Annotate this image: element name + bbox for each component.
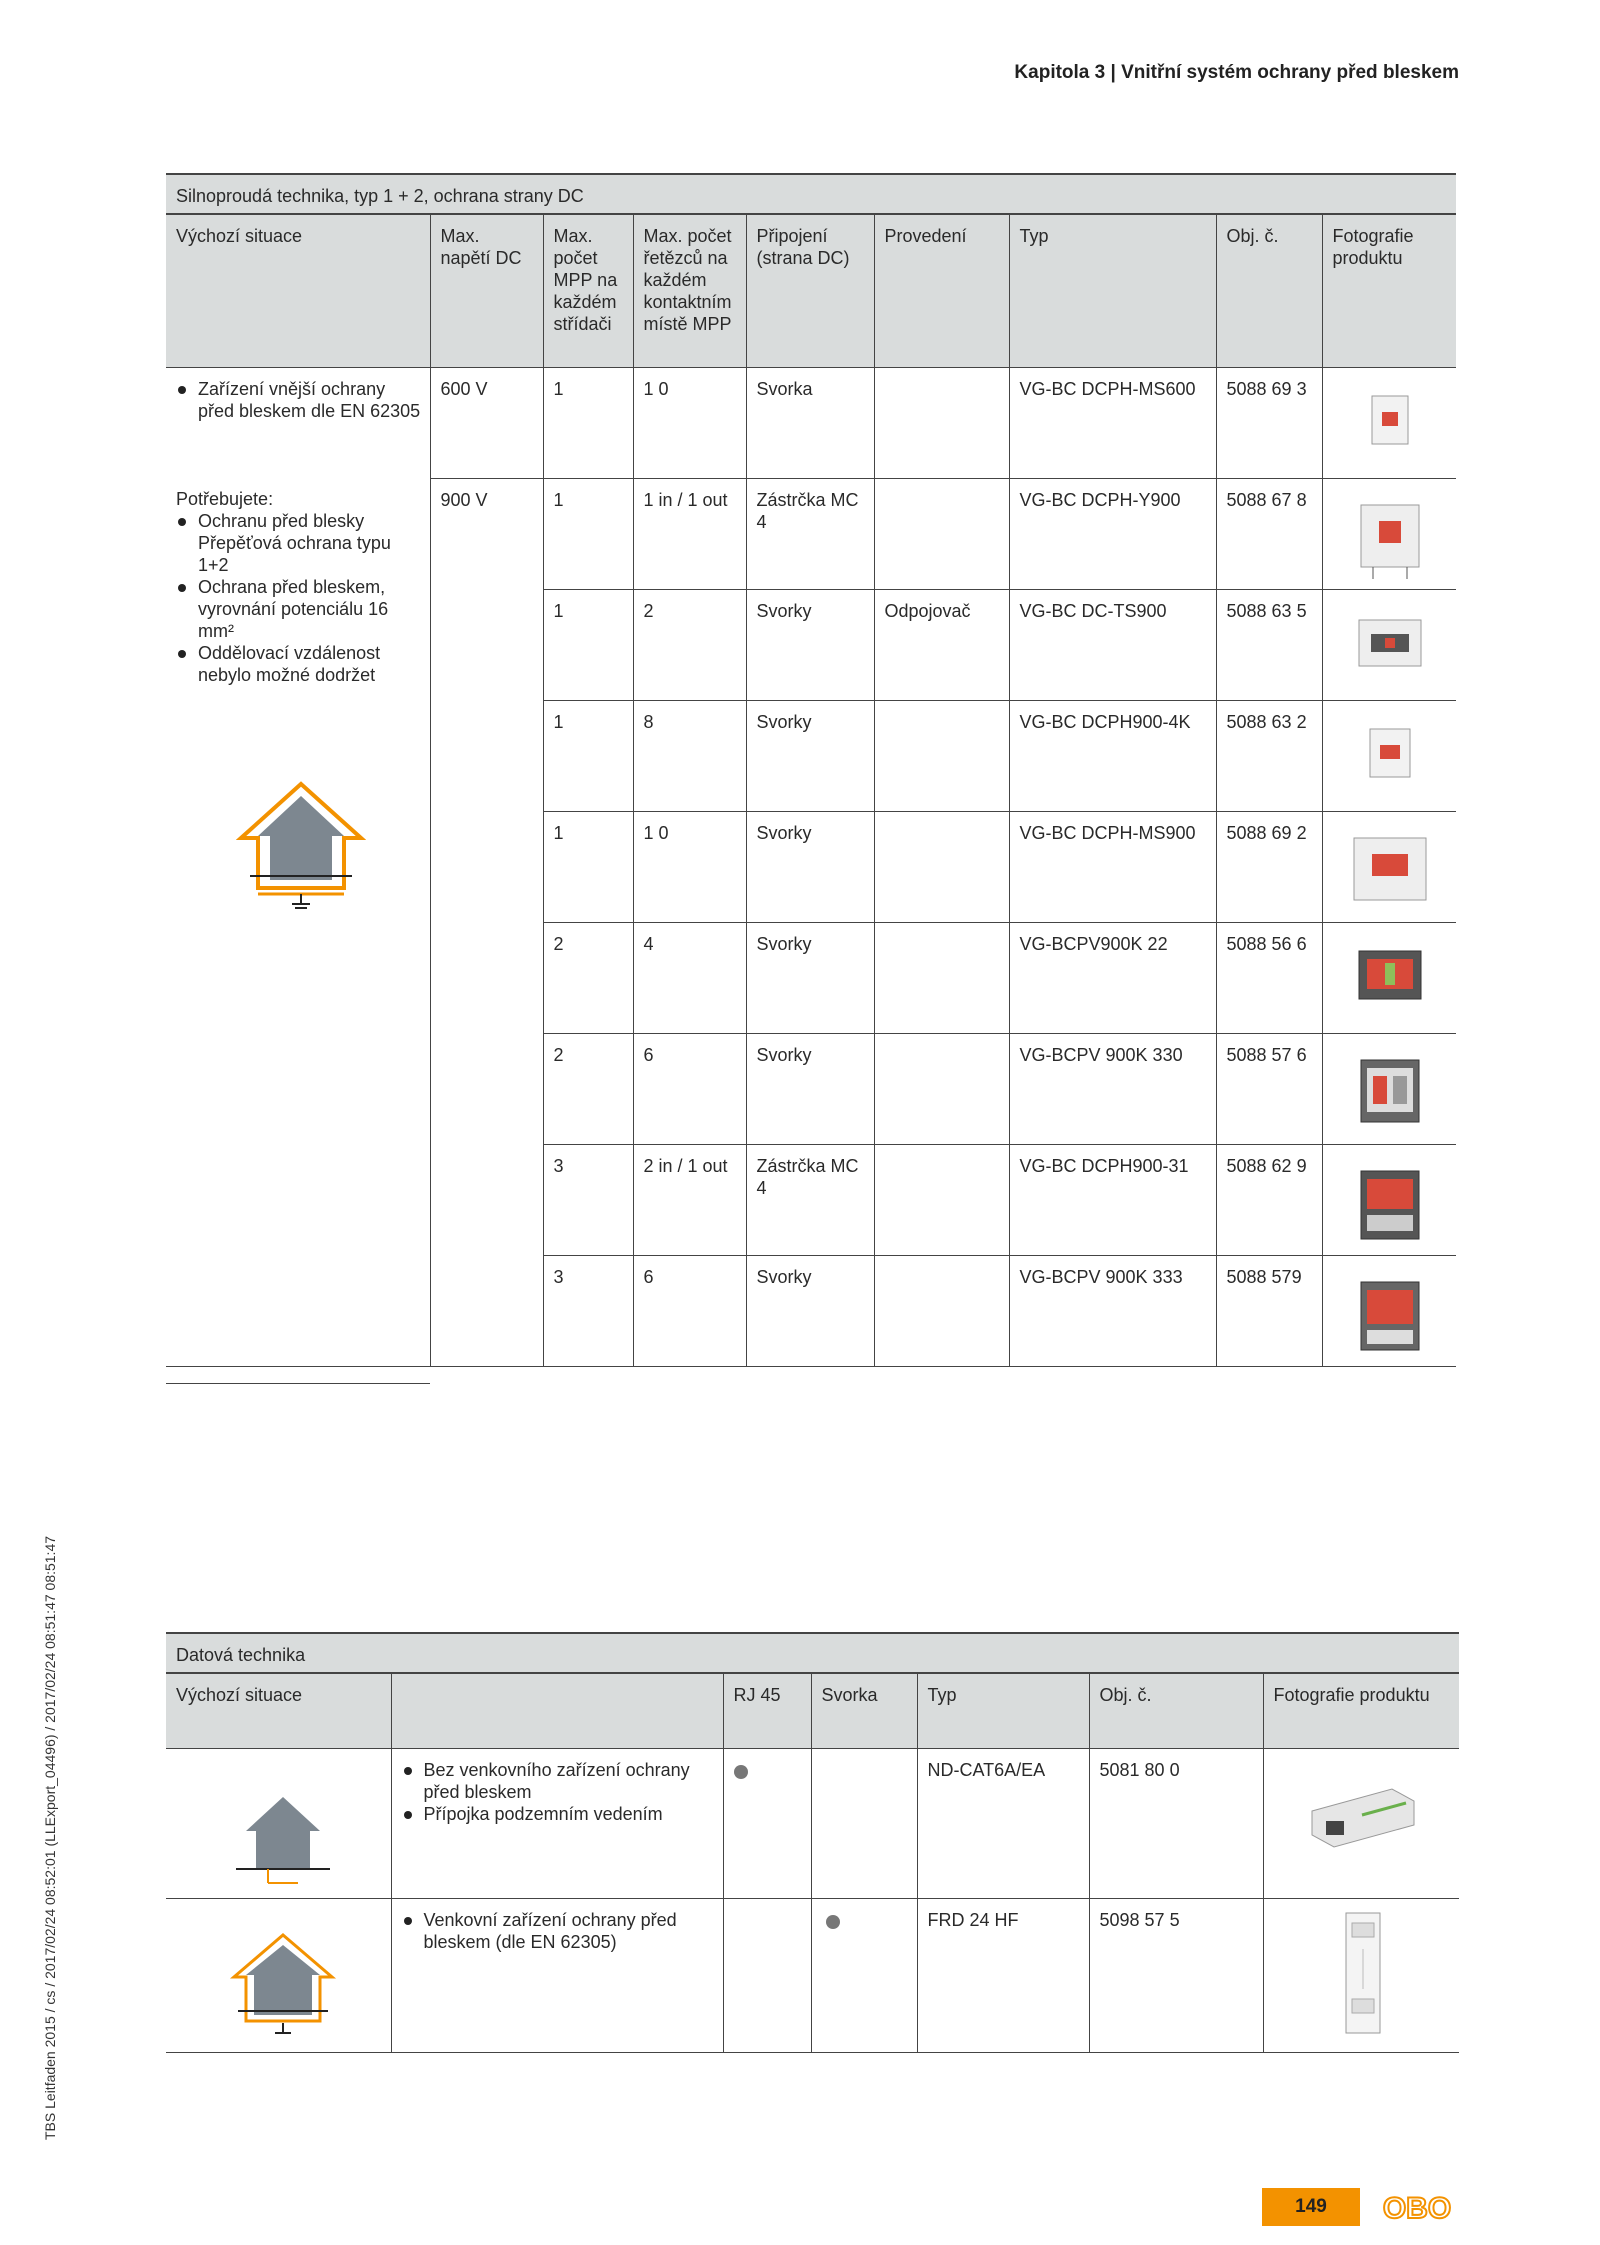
voltage-cell	[430, 922, 543, 1033]
table-row	[166, 478, 1456, 589]
strings-cell: 8	[633, 700, 746, 811]
situation-bullet: Ochrana před bleskem, vyrovnání potenciálu 16 mm²	[198, 576, 422, 642]
product-photo-cell	[1322, 700, 1456, 811]
design-cell: Odpojovač	[874, 589, 1009, 700]
header-voltage: Max. napětí DC	[430, 214, 543, 367]
header-connection: Připojení (strana DC)	[746, 214, 874, 367]
dc-protection-table	[166, 173, 1456, 1367]
header-rj45: RJ 45	[723, 1673, 811, 1748]
clamp-available-dot-icon	[826, 1915, 840, 1929]
product-photo	[1355, 1278, 1425, 1358]
header-photo: Fotografie produktu	[1322, 214, 1456, 367]
header-strings: Max. počet řetězců na každém kontaktním místě MPP	[633, 214, 746, 367]
dc-table-title: Silnoproudá technika, typ 1 + 2, ochrana strany DC	[166, 174, 1456, 214]
situation-bullet: Přípojka podzemním vedením	[424, 1803, 715, 1825]
strings-cell: 2 in / 1 out	[633, 1144, 746, 1255]
type-cell: VG-BC DCPH-MS900	[1009, 811, 1216, 922]
header-situation: Výchozí situace	[166, 214, 430, 367]
table-row	[166, 1748, 1459, 1898]
house-lightning-protection-icon	[236, 776, 366, 916]
data-protection-table	[166, 1632, 1459, 2053]
product-photo-cell	[1322, 922, 1456, 1033]
strings-cell: 1 in / 1 out	[633, 478, 746, 589]
logo-text: OBO	[1382, 2192, 1452, 2225]
order-number-cell: 5098 57 5	[1089, 1898, 1263, 2052]
product-photo	[1360, 390, 1420, 450]
strings-cell: 4	[633, 922, 746, 1033]
order-number-cell: 5088 69 2	[1216, 811, 1322, 922]
product-photo	[1332, 1909, 1392, 2039]
connection-cell: Svorky	[746, 1033, 874, 1144]
product-photo	[1360, 723, 1420, 783]
type-cell: VG-BCPV 900K 330	[1009, 1033, 1216, 1144]
page-number: 149	[1262, 2188, 1360, 2226]
type-cell: FRD 24 HF	[917, 1898, 1089, 2052]
type-cell: VG-BCPV900K 22	[1009, 922, 1216, 1033]
product-photo-cell	[1322, 478, 1456, 589]
house-lightning-protection-icon	[228, 1931, 338, 2041]
table-bottom-rule	[166, 1383, 430, 1384]
product-photo	[1355, 945, 1425, 1005]
product-photo	[1302, 1771, 1422, 1851]
clamp-cell	[811, 1898, 917, 2052]
order-number-cell: 5088 63 5	[1216, 589, 1322, 700]
product-photo-cell	[1322, 1144, 1456, 1255]
mpp-cell: 2	[543, 922, 633, 1033]
connection-cell: Svorky	[746, 700, 874, 811]
situation-cell	[391, 1898, 723, 2052]
header-order: Obj. č.	[1216, 214, 1322, 367]
order-number-cell: 5088 63 2	[1216, 700, 1322, 811]
header-situation: Výchozí situace	[166, 1673, 391, 1748]
type-cell: VG-BC DC-TS900	[1009, 589, 1216, 700]
product-photo-cell	[1322, 1033, 1456, 1144]
connection-cell: Svorky	[746, 922, 874, 1033]
design-cell	[874, 1144, 1009, 1255]
design-cell	[874, 700, 1009, 811]
voltage-cell	[430, 1033, 543, 1144]
product-photo-cell	[1263, 1748, 1459, 1898]
header-design: Provedení	[874, 214, 1009, 367]
voltage-cell	[430, 1255, 543, 1366]
situation-icon-cell	[166, 1748, 391, 1898]
type-cell: VG-BCPV 900K 333	[1009, 1255, 1216, 1366]
order-number-cell: 5088 57 6	[1216, 1033, 1322, 1144]
situation-bullet: Bez venkovního zařízení ochrany před bleskem	[424, 1759, 715, 1803]
mpp-cell: 1	[543, 367, 633, 478]
type-cell: VG-BC DCPH900-31	[1009, 1144, 1216, 1255]
product-photo-cell	[1322, 367, 1456, 478]
mpp-cell: 2	[543, 1033, 633, 1144]
product-photo	[1355, 1167, 1425, 1247]
design-cell	[874, 811, 1009, 922]
connection-cell: Svorka	[746, 367, 874, 478]
situation-needs-title: Potřebujete:	[176, 489, 274, 509]
type-cell: VG-BC DCPH-MS600	[1009, 367, 1216, 478]
table-row	[166, 367, 1456, 478]
order-number-cell: 5088 56 6	[1216, 922, 1322, 1033]
header-order: Obj. č.	[1089, 1673, 1263, 1748]
voltage-cell	[430, 700, 543, 811]
strings-cell: 1 0	[633, 367, 746, 478]
product-photo-cell	[1322, 811, 1456, 922]
situation-cell	[391, 1748, 723, 1898]
clamp-cell	[811, 1748, 917, 1898]
order-number-cell: 5081 80 0	[1089, 1748, 1263, 1898]
type-cell: VG-BC DCPH-Y900	[1009, 478, 1216, 589]
voltage-cell	[430, 589, 543, 700]
product-photo	[1355, 501, 1425, 581]
situation-bullet: Oddělovací vzdálenost nebylo možné dodržet	[198, 642, 422, 686]
mpp-cell: 1	[543, 589, 633, 700]
order-number-cell: 5088 62 9	[1216, 1144, 1322, 1255]
strings-cell: 6	[633, 1033, 746, 1144]
situation-cell	[166, 478, 430, 1366]
side-print-info: TBS Leitfaden 2015 / cs / 2017/02/24 08:52:01 (LLExport_04496) / 2017/02/24 08:51:47 08:51:47	[42, 1535, 58, 2140]
design-cell	[874, 478, 1009, 589]
mpp-cell: 1	[543, 811, 633, 922]
voltage-cell: 900 V	[430, 478, 543, 589]
strings-cell: 6	[633, 1255, 746, 1366]
mpp-cell: 1	[543, 700, 633, 811]
connection-cell: Zástrčka MC 4	[746, 478, 874, 589]
data-table-title: Datová technika	[166, 1633, 1459, 1673]
type-cell: ND-CAT6A/EA	[917, 1748, 1089, 1898]
voltage-cell: 600 V	[430, 367, 543, 478]
design-cell	[874, 367, 1009, 478]
connection-cell: Svorky	[746, 589, 874, 700]
product-photo	[1350, 834, 1430, 904]
product-photo	[1355, 1056, 1425, 1126]
connection-cell: Zástrčka MC 4	[746, 1144, 874, 1255]
rj45-cell	[723, 1898, 811, 2052]
design-cell	[874, 1033, 1009, 1144]
rj45-available-dot-icon	[734, 1765, 748, 1779]
mpp-cell: 3	[543, 1255, 633, 1366]
mpp-cell: 3	[543, 1144, 633, 1255]
strings-cell: 2	[633, 589, 746, 700]
house-no-protection-icon	[228, 1787, 338, 1887]
header-mpp: Max. počet MPP na každém střídači	[543, 214, 633, 367]
product-photo-cell	[1322, 589, 1456, 700]
connection-cell: Svorky	[746, 811, 874, 922]
product-photo-cell	[1263, 1898, 1459, 2052]
product-photo	[1355, 612, 1425, 672]
chapter-title: Kapitola 3 | Vnitřní systém ochrany před bleskem	[1014, 62, 1459, 83]
header-photo: Fotografie produktu	[1263, 1673, 1459, 1748]
obo-logo-icon	[1376, 2188, 1458, 2226]
voltage-cell	[430, 811, 543, 922]
table-row	[166, 1898, 1459, 2052]
mpp-cell: 1	[543, 478, 633, 589]
type-cell: VG-BC DCPH900-4K	[1009, 700, 1216, 811]
situation-icon-cell	[166, 1898, 391, 2052]
design-cell	[874, 922, 1009, 1033]
situation-bullet: Ochranu před blesky Přepěťová ochrana typu 1+2	[198, 510, 422, 576]
strings-cell: 1 0	[633, 811, 746, 922]
situation-bullet: Venkovní zařízení ochrany před bleskem (dle EN 62305)	[424, 1909, 715, 1953]
rj45-cell	[723, 1748, 811, 1898]
header-type: Typ	[917, 1673, 1089, 1748]
order-number-cell: 5088 67 8	[1216, 478, 1322, 589]
voltage-cell	[430, 1144, 543, 1255]
header-clamp: Svorka	[811, 1673, 917, 1748]
product-photo-cell	[1322, 1255, 1456, 1366]
design-cell	[874, 1255, 1009, 1366]
order-number-cell: 5088 69 3	[1216, 367, 1322, 478]
order-number-cell: 5088 579	[1216, 1255, 1322, 1366]
situation-bullet: Zařízení vnější ochrany před bleskem dle EN 62305	[198, 378, 421, 421]
connection-cell: Svorky	[746, 1255, 874, 1366]
header-type: Typ	[1009, 214, 1216, 367]
header-blank	[391, 1673, 723, 1748]
situation-cell	[166, 367, 430, 478]
